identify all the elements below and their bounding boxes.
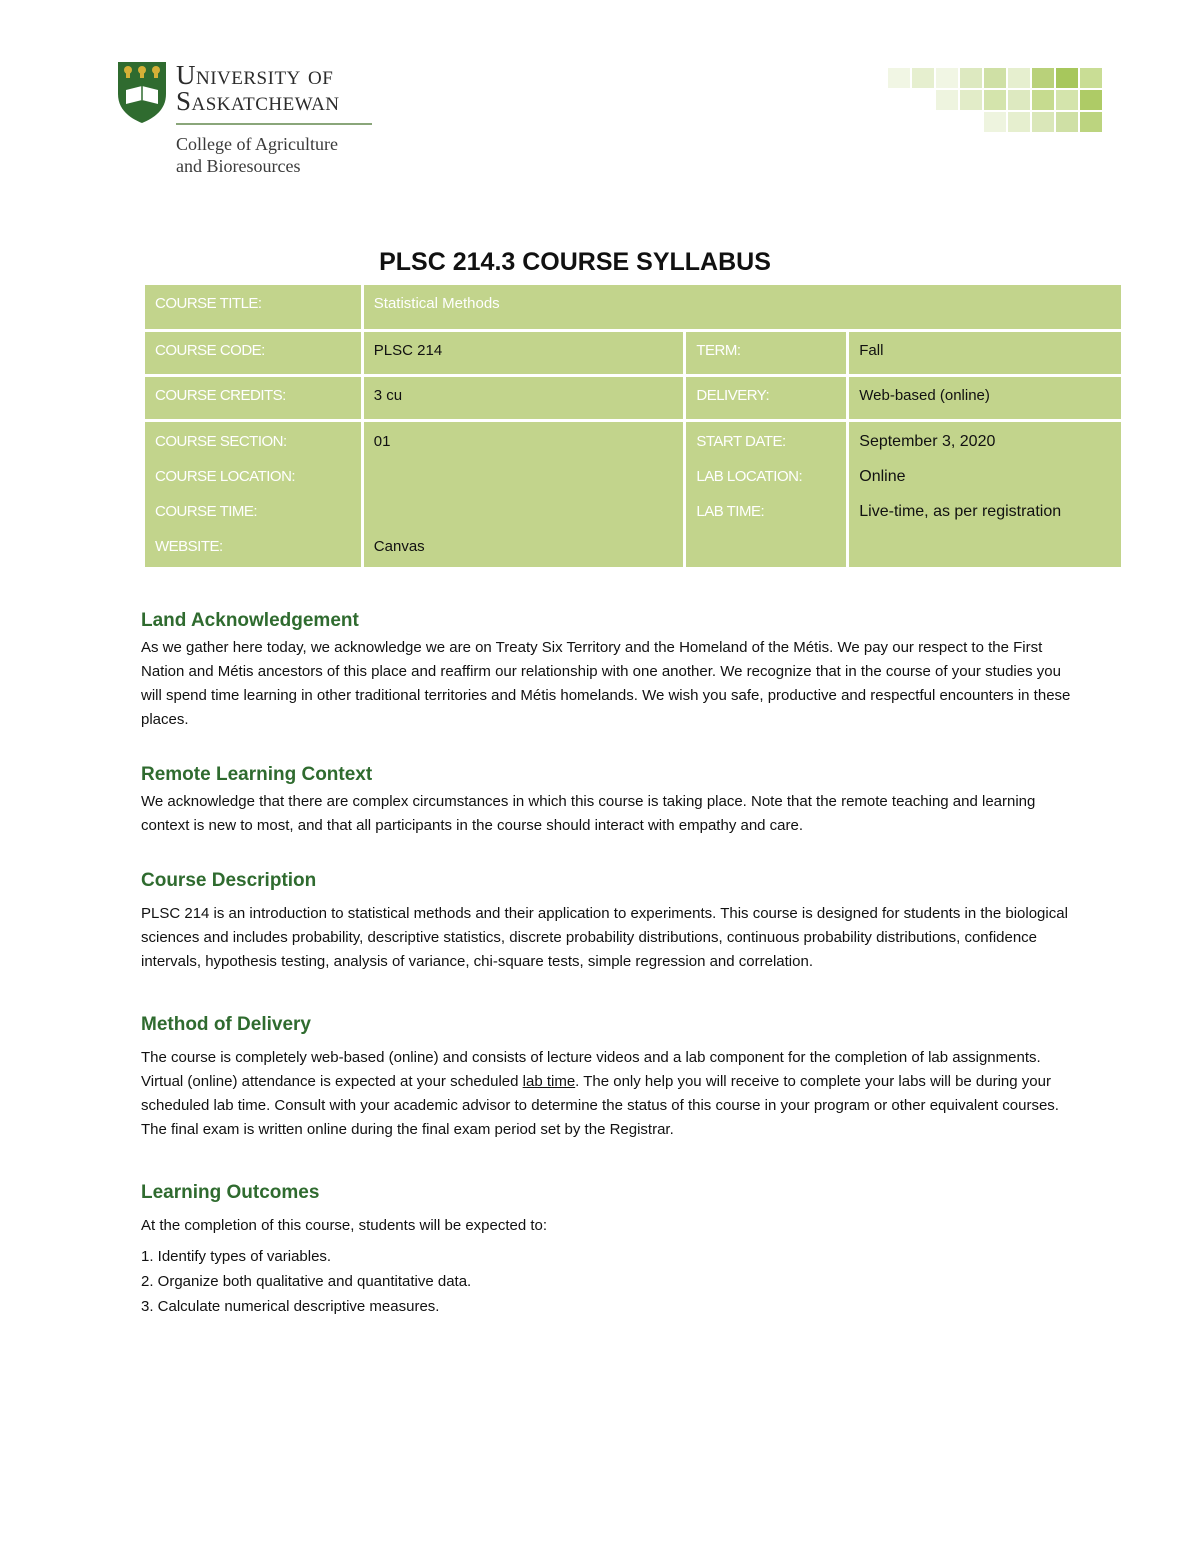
course-section-value: 01 <box>373 433 391 450</box>
course-credits-value: 3 cu <box>364 377 684 419</box>
course-time-label: COURSE TIME: <box>155 503 258 520</box>
section-values-cell <box>364 422 684 567</box>
course-location-label: COURSE LOCATION: <box>155 468 296 485</box>
decorative-pixel-pattern <box>888 68 1114 132</box>
course-code-value: PLSC 214 <box>364 332 684 374</box>
list-item: 3. Calculate numerical descriptive measures. <box>141 1298 440 1315</box>
delivery-value: Web-based (online) <box>849 377 1121 419</box>
lab-location-label: LAB LOCATION: <box>696 468 803 485</box>
lab-values-cell <box>849 422 1121 567</box>
section-labels-cell <box>145 422 361 567</box>
university-name-line1: University of <box>176 60 334 90</box>
learning-outcomes-heading: Learning Outcomes <box>141 1182 320 1203</box>
university-name <box>176 62 340 114</box>
table-row <box>145 332 1121 374</box>
lab-time-label: LAB TIME: <box>696 503 765 520</box>
land-acknowledgement-heading: Land Acknowledgement <box>141 610 359 631</box>
university-crest-icon <box>116 60 168 124</box>
logo-divider <box>176 123 372 125</box>
remote-learning-heading: Remote Learning Context <box>141 764 373 785</box>
list-item: 1. Identify types of variables. <box>141 1248 332 1265</box>
course-credits-label: COURSE CREDITS: <box>145 377 361 419</box>
delivery-text-part2: . The only help you will receive to complete your labs will be during your scheduled lab time. Consult with your academic advisor to determine the status of this course in your program or other equivalent courses. The final exam is written online during the final exam period set by the Registrar. <box>141 1073 1059 1138</box>
learning-outcomes-list <box>141 1244 1071 1319</box>
lab-time-link[interactable]: lab time <box>522 1073 576 1090</box>
course-title-label: COURSE TITLE: <box>145 285 361 329</box>
syllabus-body <box>141 610 1071 1319</box>
method-of-delivery-text <box>141 1046 1071 1142</box>
lab-labels-cell <box>686 422 846 567</box>
land-acknowledgement-text: As we gather here today, we acknowledge we are on Treaty Six Territory and the Homeland of the Métis. We pay our respect to the First Nation and Métis ancestors of this place and reaffirm our relationship with one another. We recognize that in the course of your studies you will spend time learning in other traditional territories and Métis homelands. We wish you safe, productive and respectful encounters in these places. <box>141 639 1071 728</box>
university-name-line2: Saskatchewan <box>176 86 340 116</box>
remote-learning-text: We acknowledge that there are complex circumstances in which this course is taking place. Note that the remote teaching and learning context is new to most, and that all participants in the course should interact with empathy and care. <box>141 793 1036 834</box>
college-name-line2: and Bioresources <box>176 156 301 176</box>
university-logo <box>116 60 416 190</box>
course-description-text: PLSC 214 is an introduction to statistical methods and their application to experiments. This course is designed for students in the biological sciences and includes probability, descriptive statistics, discrete probability distributions, continuous probability distributions, confidence intervals, hypothesis testing, analysis of variance, chi-square tests, simple regression and correlation. <box>141 905 1068 970</box>
course-info-table <box>142 282 1124 570</box>
table-row <box>145 377 1121 419</box>
website-value: Canvas <box>373 538 425 555</box>
term-value: Fall <box>849 332 1121 374</box>
list-item: 2. Organize both qualitative and quantitative data. <box>141 1273 472 1290</box>
table-row <box>145 285 1121 329</box>
table-row <box>145 422 1121 567</box>
website-label: WEBSITE: <box>155 538 223 555</box>
start-date-value: September 3, 2020 <box>859 433 996 450</box>
course-title-value: Statistical Methods <box>364 285 1121 329</box>
page-title: PLSC 214.3 COURSE SYLLABUS <box>379 248 771 276</box>
college-name <box>176 133 338 177</box>
course-description-heading: Course Description <box>141 870 317 891</box>
delivery-label: DELIVERY: <box>686 377 846 419</box>
term-label: TERM: <box>686 332 846 374</box>
lab-location-value: Online <box>859 468 906 485</box>
college-name-line1: College of Agriculture <box>176 134 338 154</box>
course-section-label: COURSE SECTION: <box>155 433 287 450</box>
learning-outcomes-intro: At the completion of this course, students will be expected to: <box>141 1217 548 1234</box>
delivery-text-part1: The course is completely web-based (online) and consists of lecture videos and a lab component for the completion of lab assignments. Virtual (online) attendance is expected at your scheduled <box>141 1049 1041 1090</box>
start-date-label: START DATE: <box>696 433 786 450</box>
lab-time-value: Live-time, as per registration <box>859 503 1062 520</box>
course-code-label: COURSE CODE: <box>145 332 361 374</box>
method-of-delivery-heading: Method of Delivery <box>141 1014 311 1035</box>
